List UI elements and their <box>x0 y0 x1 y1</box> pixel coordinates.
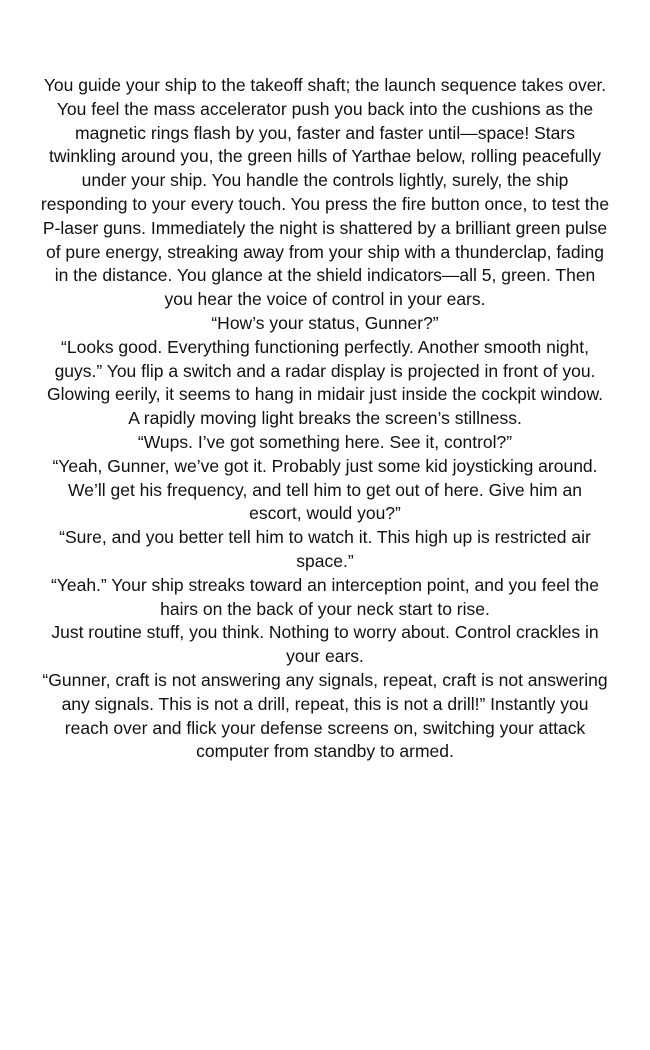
paragraph-radar: “Looks good. Everything functioning perfectly. Another smooth night, guys.” You flip a switch and a radar display is projected in front of you. Glowing eerily, it seems to hang in midair just inside the cockpit window. A rapidly moving light breaks the screen’s stillness. <box>46 336 604 429</box>
paragraph-interception: “Yeah.” Your ship streaks toward an interception point, and you feel the hairs on the back of your neck start to rise. <box>50 574 600 619</box>
paragraph-status-question: “How’s your status, Gunner?” <box>211 312 439 333</box>
paragraph-not-a-drill: “Gunner, craft is not answering any signals, repeat, craft is not answering any signals. This is not a drill, repeat, this is not a drill!” Instantly you reach over and flick your defense screens on, switching your attack computer from standby to armed. <box>42 669 608 762</box>
paragraph-restricted: “Sure, and you better tell him to watch it. This high up is restricted air space.” <box>59 527 591 571</box>
paragraph-launch: You guide your ship to the takeoff shaft; the launch sequence takes over. You feel the mass accelerator push you back into the cushions as the magnetic rings flash by you, faster and faster until—space! Stars twinkling around you, the green hills of Yarthae below, rolling peacefully under your ship. You handle the controls lightly, surely, the ship responding to your every touch. You press the fire button once, to test the P-laser guns. Immediately the night is shattered by a brilliant green pulse of pure energy, streaking away from your ship with a thunderclap, fading in the distance. You glance at the shield indicators—all 5, green. Then you hear the voice of control in your ears. <box>40 75 610 310</box>
paragraph-escort: “Yeah, Gunner, we’ve got it. Probably just some kid joysticking around. We’ll get his frequency, and tell him to get out of here. Give him an escort, would you?” <box>52 455 598 524</box>
paragraph-routine: Just routine stuff, you think. Nothing to worry about. Control crackles in your ears. <box>51 622 599 667</box>
paragraph-wups: “Wups. I’ve got something here. See it, control?” <box>137 431 513 452</box>
